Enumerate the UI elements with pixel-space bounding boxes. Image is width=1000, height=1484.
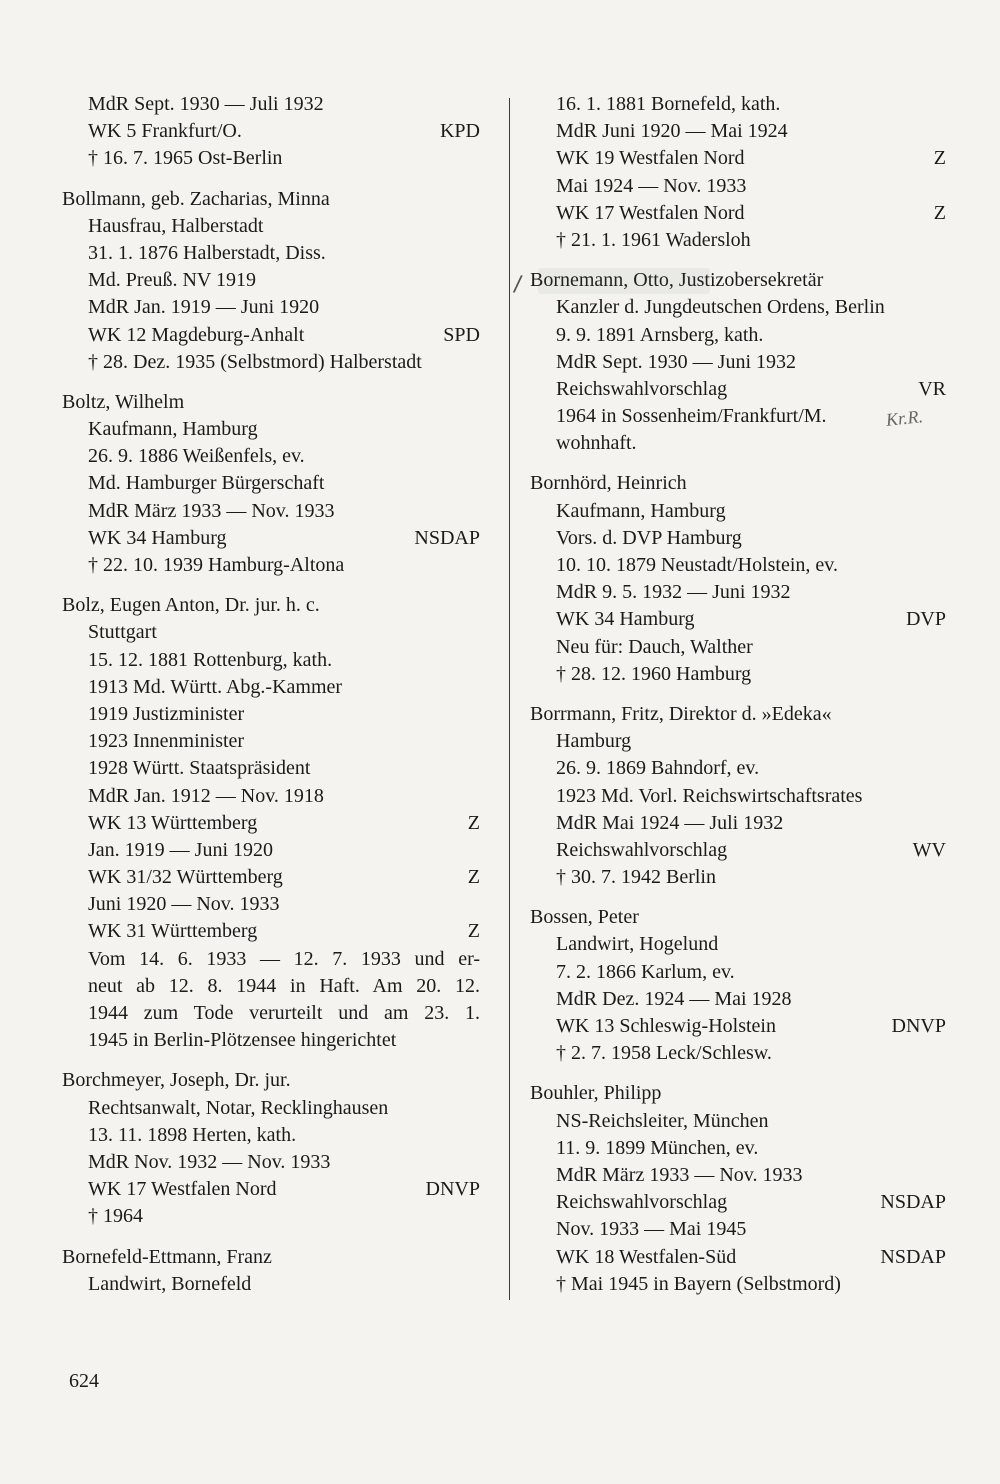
entry-line — [62, 1027, 480, 1054]
left-column — [62, 91, 480, 1311]
entry-line — [530, 728, 946, 755]
entry-name — [530, 1080, 946, 1107]
entry-line — [530, 661, 946, 688]
line-text: 26. 9. 1869 Bahndorf, ev. — [556, 757, 760, 780]
entry-line — [62, 1176, 480, 1203]
line-text: 1945 in Berlin-Plötzensee hingerichtet — [88, 1029, 397, 1052]
line-text: † 28. 12. 1960 Hamburg — [556, 662, 752, 685]
handwritten-note: Kr.R. — [885, 406, 924, 430]
entry-line — [530, 959, 946, 986]
party-label: Z — [467, 866, 480, 889]
entry-line — [530, 864, 946, 891]
party-label: Z — [467, 920, 480, 943]
entry-line — [530, 1013, 946, 1040]
line-text: MdR Sept. 1930 — Juni 1932 — [556, 350, 797, 373]
entry-line — [62, 240, 480, 267]
line-text: WK 31/32 Württemberg — [88, 866, 283, 889]
line-text: 15. 12. 1881 Rottenburg, kath. — [88, 648, 333, 671]
party-label: DNVP — [891, 1015, 946, 1037]
line-text: † 30. 7. 1942 Berlin — [556, 866, 716, 889]
line-text: Bornefeld-Ettmann, Franz — [62, 1245, 272, 1268]
line-text: Borrmann, Fritz, Direktor d. »Edeka« — [530, 702, 832, 725]
entry-line — [62, 1203, 480, 1230]
entry-line — [530, 525, 946, 552]
line-text: WK 34 Hamburg — [556, 608, 695, 631]
line-text: Bolz, Eugen Anton, Dr. jur. h. c. — [62, 594, 320, 617]
entry-line — [530, 606, 946, 633]
biography-entry — [530, 904, 946, 1067]
line-text: Bossen, Peter — [530, 906, 639, 929]
entry-line — [530, 810, 946, 837]
entry-line — [62, 1000, 480, 1027]
biography-entry — [62, 389, 480, 579]
entry-line — [62, 864, 480, 891]
line-text: † 1964 — [88, 1205, 143, 1228]
line-text: WK 17 Westfalen Nord — [88, 1178, 277, 1201]
line-text: Hamburg — [556, 730, 632, 753]
entry-line — [530, 1244, 946, 1271]
entry-line — [530, 173, 946, 200]
line-text: 1923 Innenminister — [88, 730, 245, 753]
line-text: † 2. 7. 1958 Leck/Schlesw. — [556, 1042, 772, 1065]
line-text: Stuttgart — [88, 621, 157, 644]
line-text: 1964 in Sossenheim/Frankfurt/M. — [556, 405, 827, 428]
line-text: Md. Preuß. NV 1919 — [88, 269, 256, 292]
line-text: Juni 1920 — Nov. 1933 — [88, 893, 280, 916]
party-label: KPD — [439, 120, 480, 143]
entry-line — [530, 783, 946, 810]
entry-line — [530, 294, 946, 321]
entry-line — [62, 267, 480, 294]
entry-line — [62, 470, 480, 497]
line-text: 26. 9. 1886 Weißenfels, ev. — [88, 445, 305, 468]
biography-entry — [530, 701, 946, 891]
entry-line — [62, 783, 480, 810]
entry-line — [530, 322, 946, 349]
line-text: † 21. 1. 1961 Wadersloh — [556, 228, 751, 251]
entry-name — [62, 389, 480, 416]
party-label: WV — [912, 838, 946, 861]
entry-line — [530, 118, 946, 145]
line-text: 1919 Justizminister — [88, 702, 245, 725]
entry-line — [62, 674, 480, 701]
line-text: WK 13 Schleswig-Holstein — [556, 1015, 776, 1037]
line-text: Kaufmann, Hamburg — [556, 499, 726, 522]
pencil-check-mark: / — [512, 271, 524, 298]
party-label: DNVP — [425, 1178, 480, 1201]
entry-line — [62, 91, 480, 118]
line-text: Vors. d. DVP Hamburg — [556, 526, 742, 549]
party-label: VR — [918, 377, 946, 400]
biography-entry — [530, 470, 946, 688]
entry-line — [62, 728, 480, 755]
entry-name — [530, 470, 946, 497]
line-text: † Mai 1945 in Bayern (Selbstmord) — [556, 1272, 841, 1295]
line-text: Bouhler, Philipp — [530, 1082, 662, 1105]
entry-line — [62, 213, 480, 240]
entry-line — [62, 647, 480, 674]
biography-entry — [530, 91, 946, 254]
line-text: Hausfrau, Halberstadt — [88, 214, 264, 237]
party-label: NSDAP — [414, 526, 480, 549]
line-text: WK 18 Westfalen-Süd — [556, 1245, 737, 1268]
line-text: MdR Sept. 1930 — Juli 1932 — [88, 93, 324, 115]
entry-name — [62, 186, 480, 213]
entry-line — [62, 918, 480, 945]
entry-name — [62, 592, 480, 619]
biography-entry — [530, 1080, 946, 1298]
line-text: wohnhaft. — [556, 432, 637, 455]
line-text: NS-Reichsleiter, München — [556, 1109, 769, 1132]
line-text: Nov. 1933 — Mai 1945 — [556, 1218, 747, 1241]
line-text: 16. 1. 1881 Bornefeld, kath. — [556, 93, 781, 115]
line-text: 1913 Md. Württ. Abg.-Kammer — [88, 675, 343, 698]
entry-line — [530, 931, 946, 958]
line-text: Vom 14. 6. 1933 — 12. 7. 1933 und er- — [88, 947, 480, 970]
biography-entry — [62, 186, 480, 376]
entry-line — [62, 891, 480, 918]
entry-name — [62, 1244, 480, 1271]
biography-entry — [62, 91, 480, 173]
biography-entry — [530, 267, 946, 457]
line-text: † 22. 10. 1939 Hamburg-Altona — [88, 554, 345, 576]
entry-line — [62, 294, 480, 321]
entry-line — [530, 1189, 946, 1216]
entry-line — [62, 701, 480, 728]
line-text: Borchmeyer, Joseph, Dr. jur. — [62, 1069, 291, 1092]
party-label: NSDAP — [880, 1191, 946, 1214]
entry-line — [530, 579, 946, 606]
entry-line — [62, 973, 480, 1000]
entry-line — [62, 498, 480, 525]
entry-line — [62, 349, 480, 376]
line-text: MdR Juni 1920 — Mai 1924 — [556, 120, 788, 143]
line-text: Rechtsanwalt, Notar, Recklinghausen — [88, 1096, 389, 1119]
entry-line — [62, 837, 480, 864]
entry-line — [530, 1216, 946, 1243]
line-text: MdR Nov. 1932 — Nov. 1933 — [88, 1150, 331, 1173]
line-text: † 28. Dez. 1935 (Selbstmord) Halberstadt — [88, 350, 422, 373]
line-text: Landwirt, Bornefeld — [88, 1272, 252, 1295]
entry-line — [62, 525, 480, 552]
entry-name — [530, 701, 946, 728]
entry-line — [530, 430, 946, 457]
column-divider — [509, 98, 510, 1300]
line-text: Kanzler d. Jungdeutschen Ordens, Berlin — [556, 296, 885, 319]
entry-line — [530, 145, 946, 172]
line-text: Bornemann, Otto, Justizobersekretär — [530, 269, 824, 292]
line-text: Neu für: Dauch, Walther — [556, 635, 753, 658]
line-text: WK 31 Württemberg — [88, 920, 258, 943]
line-text: MdR März 1933 — Nov. 1933 — [556, 1163, 803, 1186]
line-text: 31. 1. 1876 Halberstadt, Diss. — [88, 241, 326, 264]
highlight-smudge — [538, 268, 710, 294]
line-text: Reichswahlvorschlag — [556, 1191, 728, 1214]
line-text: Bornhörd, Heinrich — [530, 472, 687, 495]
entry-line — [62, 443, 480, 470]
entry-line — [530, 349, 946, 376]
entry-line — [62, 416, 480, 443]
entry-line — [530, 1108, 946, 1135]
party-label: SPD — [443, 323, 480, 346]
line-text: Boltz, Wilhelm — [62, 390, 185, 413]
entry-line — [62, 619, 480, 646]
entry-line — [530, 1040, 946, 1067]
entry-line — [62, 322, 480, 349]
line-text: 9. 9. 1891 Arnsberg, kath. — [556, 323, 764, 346]
entry-line — [62, 1095, 480, 1122]
line-text: MdR Dez. 1924 — Mai 1928 — [556, 987, 792, 1010]
line-text: WK 17 Westfalen Nord — [556, 201, 745, 224]
entry-line — [62, 552, 480, 579]
line-text: Landwirt, Hogelund — [556, 933, 719, 956]
entry-line — [62, 1149, 480, 1176]
line-text: 10. 10. 1879 Neustadt/Holstein, ev. — [556, 554, 839, 576]
party-label: Z — [933, 201, 946, 224]
entry-line — [530, 1135, 946, 1162]
line-text: Jan. 1919 — Juni 1920 — [88, 838, 273, 861]
line-text: WK 19 Westfalen Nord — [556, 147, 745, 170]
entry-line — [530, 200, 946, 227]
entry-line — [530, 1271, 946, 1298]
entry-line — [530, 91, 946, 118]
entry-line — [530, 376, 946, 403]
line-text: 1923 Md. Vorl. Reichswirtschaftsrates — [556, 784, 863, 807]
entry-line — [530, 837, 946, 864]
biography-entry — [62, 1244, 480, 1298]
entry-line — [62, 1122, 480, 1149]
party-label: Z — [467, 811, 480, 834]
entry-line — [530, 498, 946, 525]
entry-line — [530, 986, 946, 1013]
entry-line — [530, 552, 946, 579]
line-text: WK 5 Frankfurt/O. — [88, 120, 242, 143]
line-text: WK 34 Hamburg — [88, 526, 227, 549]
line-text: 1944 zum Tode verurteilt und am 23. 1. — [88, 1002, 480, 1024]
entry-line — [530, 755, 946, 782]
line-text: Kaufmann, Hamburg — [88, 418, 258, 441]
line-text: 11. 9. 1899 München, ev. — [556, 1136, 759, 1159]
line-text: MdR Jan. 1912 — Nov. 1918 — [88, 784, 324, 807]
entry-line — [62, 1271, 480, 1298]
line-text: 7. 2. 1866 Karlum, ev. — [556, 960, 735, 983]
line-text: MdR Mai 1924 — Juli 1932 — [556, 811, 784, 834]
entry-line — [62, 810, 480, 837]
entry-name — [530, 904, 946, 931]
line-text: neut ab 12. 8. 1944 in Haft. Am 20. 12. — [88, 974, 480, 997]
line-text: WK 12 Magdeburg-Anhalt — [88, 323, 305, 346]
line-text: † 16. 7. 1965 Ost-Berlin — [88, 147, 283, 170]
line-text: Reichswahlvorschlag — [556, 838, 728, 861]
entry-line — [62, 946, 480, 973]
line-text: Reichswahlvorschlag — [556, 377, 728, 400]
line-text: 13. 11. 1898 Herten, kath. — [88, 1123, 297, 1146]
entry-line — [62, 118, 480, 145]
line-text: Bollmann, geb. Zacharias, Minna — [62, 187, 330, 210]
party-label: Z — [933, 147, 946, 170]
line-text: WK 13 Württemberg — [88, 811, 258, 834]
entry-line — [530, 403, 946, 430]
line-text: Mai 1924 — Nov. 1933 — [556, 174, 747, 197]
entry-line — [62, 755, 480, 782]
biography-entry — [62, 1067, 480, 1230]
party-label: DVP — [905, 608, 946, 631]
page-number: 624 — [69, 1370, 99, 1392]
entry-line — [530, 1162, 946, 1189]
entry-line — [530, 227, 946, 254]
line-text: MdR Jan. 1919 — Juni 1920 — [88, 296, 320, 319]
entry-name — [62, 1067, 480, 1094]
line-text: Md. Hamburger Bürgerschaft — [88, 472, 325, 495]
entry-line — [62, 145, 480, 172]
entry-line — [530, 634, 946, 661]
line-text: MdR März 1933 — Nov. 1933 — [88, 499, 335, 522]
biography-entry — [62, 592, 480, 1054]
line-text: MdR 9. 5. 1932 — Juni 1932 — [556, 581, 791, 604]
party-label: NSDAP — [880, 1245, 946, 1268]
line-text: 1928 Württ. Staatspräsident — [88, 757, 311, 780]
